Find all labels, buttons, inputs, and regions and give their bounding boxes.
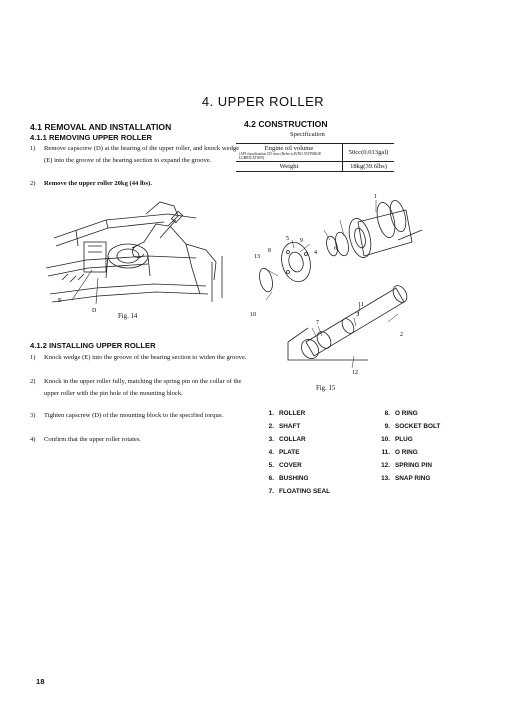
fig-15-callout-1: 1: [374, 194, 377, 200]
removal-step-2: 2) Remove the upper roller 20kg (44 lbs).: [30, 180, 152, 187]
removal-step-1: 1) Remove capscrew (D) at the bearing of the upper roller, and knock wedge (E) into the groove of the bearing section to expand the groove.: [30, 145, 240, 164]
fig-14-caption: Fig. 14: [118, 313, 138, 320]
part-item: 1. ROLLER: [268, 410, 306, 417]
spec-row-oil: [236, 144, 394, 162]
fig-15-callout-2: 2: [400, 332, 403, 338]
install-step-4: 4) Confirm that the upper roller rotates.: [30, 436, 142, 443]
spec-value-oil: 50cc(0.013gal): [343, 144, 395, 162]
part-item: 4. PLATE: [268, 449, 300, 456]
install-step-3: 3) Tighten capscrew (D) of the mounting block to the specified torque.: [30, 412, 224, 419]
install-step-2: 2) Knock in the upper roller fully, matching the spring pin on the collar of the upper roller with the pin hole of the mounting block.: [30, 378, 242, 397]
spec-label-oil: Engine oil volume: [264, 145, 314, 152]
fig-15-callout-13: 13: [254, 254, 260, 260]
spec-table: [236, 143, 394, 172]
subheading-removing: 4.1.1 REMOVING UPPER ROLLER: [30, 133, 152, 142]
install-step-1: 1) Knock wedge (E) into the groove of the bearing section to widen the groove.: [30, 354, 247, 361]
fig-14-illustration: [36, 198, 236, 320]
subheading-installing: 4.1.2 INSTALLING UPPER ROLLER: [30, 341, 156, 350]
part-item: 6. BUSHING: [268, 475, 309, 482]
fig-15-callout-4: 4: [314, 250, 317, 256]
spec-label-weight: Weight: [236, 162, 343, 172]
spec-value-weight: 18kg(39.6lbs): [343, 162, 395, 172]
section-heading-removal: 4.1 REMOVAL AND INSTALLATION: [30, 122, 172, 132]
spec-row-weight: [236, 162, 394, 172]
part-item: 12. SPRING PIN: [381, 462, 432, 469]
fig-15-callout-9: 9: [300, 238, 303, 244]
fig-15-callout-5: 5: [286, 236, 289, 242]
fig-15-callout-3: 3: [356, 312, 359, 318]
part-item: 13. SNAP RING: [381, 475, 431, 482]
part-item: 7. FLOATING SEAL: [268, 488, 331, 495]
fig-15-callout-11: 11: [358, 302, 364, 308]
part-item: 2. SHAFT: [268, 423, 301, 430]
part-item: 8. O RING: [384, 410, 418, 417]
fig-15-exploded-view: [248, 192, 424, 378]
page-title: 4. UPPER ROLLER: [201, 94, 325, 109]
part-item: 10. PLUG: [381, 436, 413, 443]
spec-note-oil: (API classification CD class (Refer to B/NO 55YP0601E LUBRICATION): [239, 152, 322, 161]
fig-14-label-d: D: [92, 308, 97, 314]
fig-15-callout-8: 8: [268, 248, 271, 254]
fig-14-label-e: E: [58, 298, 62, 304]
part-item: 11. O RING: [381, 449, 418, 456]
fig-15-callout-6: 6: [334, 246, 337, 252]
part-item: 5. COVER: [268, 462, 302, 469]
spec-table-title: Specification: [290, 131, 325, 138]
fig-15-callout-12: 12: [352, 370, 358, 376]
page-number: 18: [36, 677, 45, 686]
section-heading-construction: 4.2 CONSTRUCTION: [244, 119, 328, 129]
fig-15-caption: Fig. 15: [316, 385, 336, 392]
part-item: 3. COLLAR: [268, 436, 306, 443]
part-item: 9. SOCKET BOLT: [384, 423, 441, 430]
fig-15-callout-7: 7: [316, 320, 319, 326]
fig-15-callout-10: 10: [250, 312, 256, 318]
